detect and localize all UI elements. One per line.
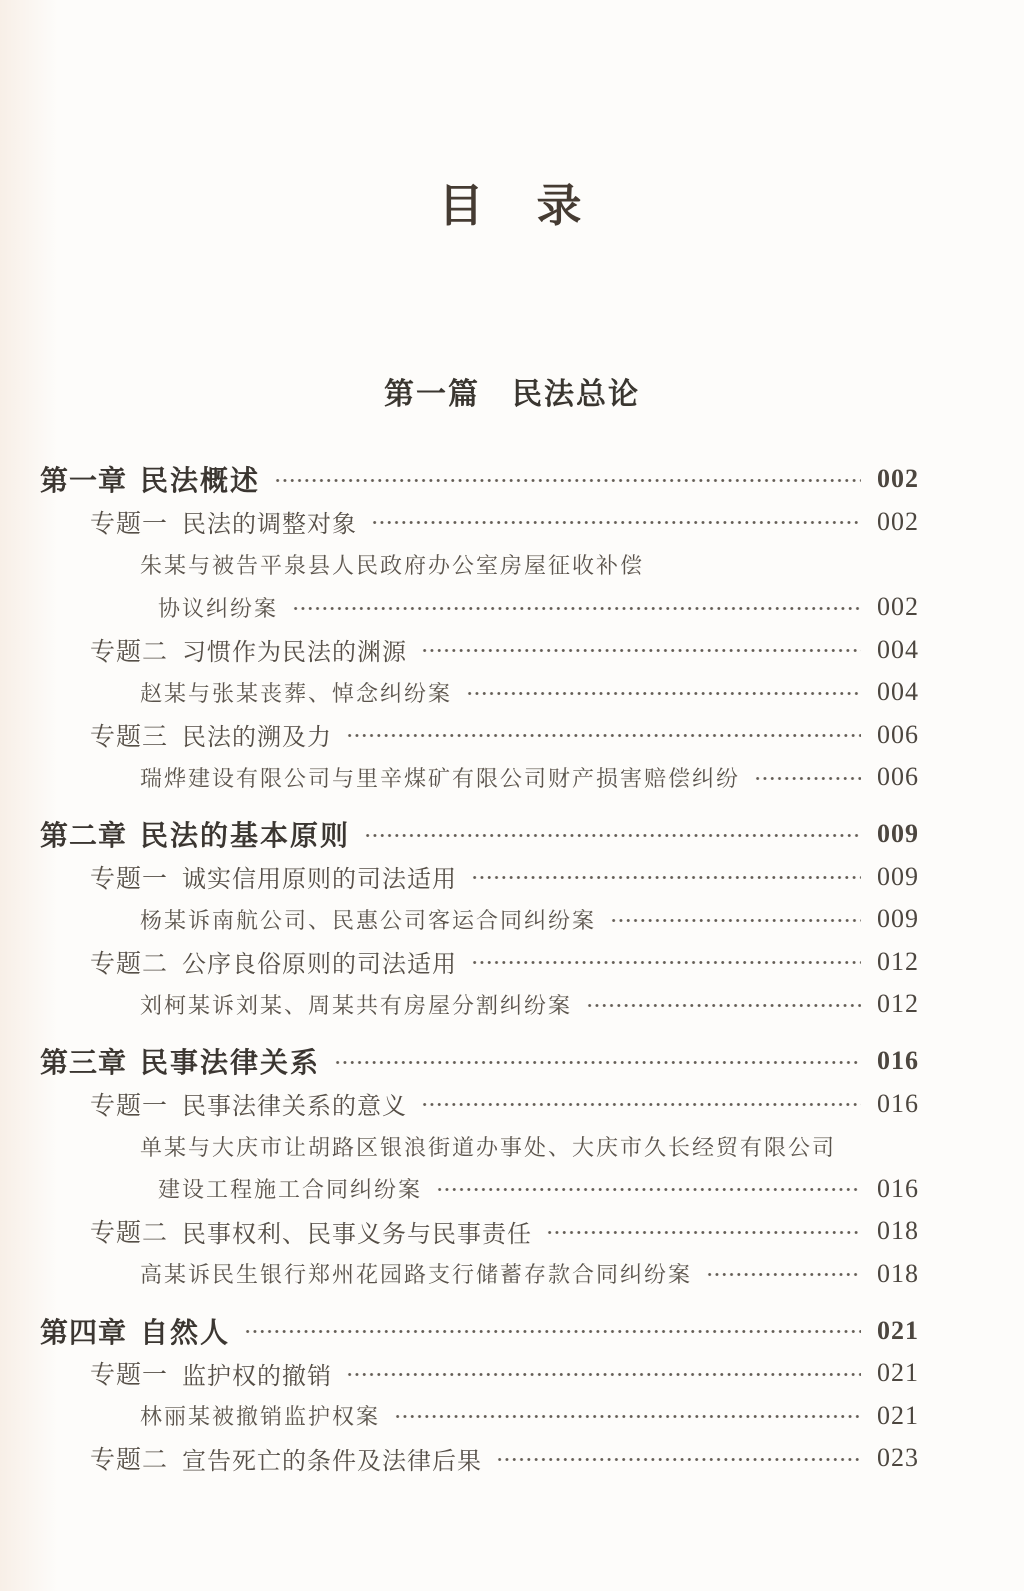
dot-leader — [346, 732, 861, 739]
entry-title: 民事法律关系 — [140, 1047, 321, 1079]
entry-label: 专题二 — [90, 1220, 169, 1248]
entry-title: 宣告死亡的条件及法律后果 — [182, 1448, 482, 1475]
entry-page-number: 009 — [877, 904, 919, 934]
part-heading: 第一篇 民法总论 — [384, 378, 640, 411]
dot-leader — [346, 1371, 861, 1378]
dot-leader — [610, 917, 861, 924]
toc-entry-chapter — [40, 458, 919, 501]
toc-list — [40, 458, 919, 1480]
dot-leader — [471, 874, 861, 881]
toc-entry-topic — [40, 941, 919, 984]
entry-label: 专题二 — [90, 1447, 169, 1475]
entry-page-number: 021 — [877, 1315, 919, 1345]
entry-page-number: 002 — [877, 506, 919, 536]
entry-page-number: 006 — [877, 719, 919, 749]
dot-leader — [274, 477, 861, 484]
toc-entry-case-cont — [40, 586, 919, 629]
entry-page-number: 002 — [877, 464, 919, 494]
entry-page-number: 012 — [877, 946, 919, 976]
dot-leader — [364, 832, 861, 839]
dot-leader — [496, 1456, 861, 1463]
entry-title: 刘柯某诉刘某、周某共有房屋分割纠纷案 — [140, 992, 573, 1018]
dot-leader — [466, 690, 861, 697]
entry-page-number: 009 — [877, 861, 919, 891]
entry-label: 专题二 — [90, 950, 169, 978]
dot-leader — [586, 1002, 861, 1009]
entry-title: 单某与大庆市让胡路区银浪街道办事处、大庆市久长经贸有限公司 — [140, 1134, 837, 1160]
dot-leader — [754, 775, 861, 782]
entry-title: 高某诉民生银行郑州花园路支行储蓄存款合同纠纷案 — [140, 1262, 693, 1288]
toc-entry-topic — [40, 1210, 919, 1253]
entry-title: 杨某诉南航公司、民惠公司客运合同纠纷案 — [140, 907, 597, 933]
toc-entry-case — [40, 898, 919, 941]
toc-entry-topic — [40, 628, 919, 671]
toc-entry-case — [40, 1125, 919, 1168]
entry-label: 专题一 — [90, 1362, 169, 1390]
dot-leader — [292, 605, 861, 612]
entry-label: 第四章 — [40, 1316, 128, 1348]
dot-leader — [706, 1271, 861, 1278]
entry-page-number: 021 — [877, 1358, 919, 1388]
toc-entry-topic — [40, 714, 919, 757]
toc-entry-case — [40, 1394, 919, 1437]
entry-title: 瑞烨建设有限公司与里辛煤矿有限公司财产损害赔偿纠纷 — [140, 765, 741, 791]
entry-page-number: 018 — [877, 1216, 919, 1246]
entry-title: 民法概述 — [140, 465, 261, 497]
entry-title: 朱某与被告平泉县人民政府办公室房屋征收补偿 — [140, 552, 645, 578]
entry-label: 第一章 — [40, 465, 128, 497]
dot-leader — [334, 1059, 861, 1066]
toc-entry-case — [40, 983, 919, 1026]
toc-entry-case — [40, 671, 919, 714]
toc-entry-case — [40, 1253, 919, 1296]
dot-leader — [471, 959, 861, 966]
entry-page-number: 004 — [877, 677, 919, 707]
entry-title: 监护权的撤销 — [182, 1363, 332, 1390]
toc-entry-case — [40, 756, 919, 799]
page-title: 目 录 — [438, 181, 586, 231]
dot-leader — [436, 1186, 861, 1193]
entry-label: 专题一 — [90, 865, 169, 893]
entry-title: 协议纠纷案 — [158, 595, 279, 621]
entry-title: 自然人 — [140, 1316, 231, 1348]
toc-entry-topic — [40, 1352, 919, 1395]
entry-page-number: 004 — [877, 634, 919, 664]
dot-leader — [421, 1101, 861, 1108]
entry-title: 习惯作为民法的渊源 — [182, 640, 407, 667]
entry-label: 专题三 — [90, 723, 169, 751]
entry-title: 民法的溯及力 — [182, 725, 332, 752]
entry-page-number: 012 — [877, 989, 919, 1019]
entry-label: 专题一 — [90, 510, 169, 538]
dot-leader — [244, 1328, 861, 1335]
entry-title: 建设工程施工合同纠纷案 — [158, 1177, 423, 1203]
toc-entry-chapter — [40, 813, 919, 856]
entry-page-number: 006 — [877, 762, 919, 792]
entry-label: 专题二 — [90, 638, 169, 666]
toc-entry-chapter — [40, 1040, 919, 1083]
entry-page-number: 002 — [877, 592, 919, 622]
dot-leader — [394, 1413, 861, 1420]
entry-page-number: 009 — [877, 819, 919, 849]
toc-entry-case — [40, 543, 919, 586]
entry-title: 公序良俗原则的司法适用 — [182, 952, 457, 979]
toc-entry-chapter — [40, 1309, 919, 1352]
toc-entry-topic — [40, 855, 919, 898]
entry-label: 第二章 — [40, 820, 128, 852]
toc-entry-topic — [40, 1437, 919, 1480]
entry-title: 民法的基本原则 — [140, 820, 351, 852]
dot-leader — [546, 1229, 861, 1236]
entry-title: 林丽某被撤销监护权案 — [140, 1404, 381, 1430]
entry-title: 赵某与张某丧葬、悼念纠纷案 — [140, 680, 453, 706]
entry-title: 民事法律关系的意义 — [182, 1094, 407, 1121]
toc-entry-case-cont — [40, 1168, 919, 1211]
dot-leader — [421, 647, 861, 654]
entry-page-number: 016 — [877, 1173, 919, 1203]
entry-page-number: 016 — [877, 1088, 919, 1118]
toc-entry-topic — [40, 501, 919, 544]
entry-label: 第三章 — [40, 1047, 128, 1079]
entry-page-number: 021 — [877, 1400, 919, 1430]
entry-title: 诚实信用原则的司法适用 — [182, 867, 457, 894]
entry-page-number: 016 — [877, 1046, 919, 1076]
entry-title: 民事权利、民事义务与民事责任 — [182, 1221, 532, 1248]
entry-title: 民法的调整对象 — [182, 512, 357, 539]
dot-leader — [371, 519, 861, 526]
entry-page-number: 018 — [877, 1258, 919, 1288]
entry-page-number: 023 — [877, 1443, 919, 1473]
entry-label: 专题一 — [90, 1092, 169, 1120]
toc-entry-topic — [40, 1082, 919, 1125]
